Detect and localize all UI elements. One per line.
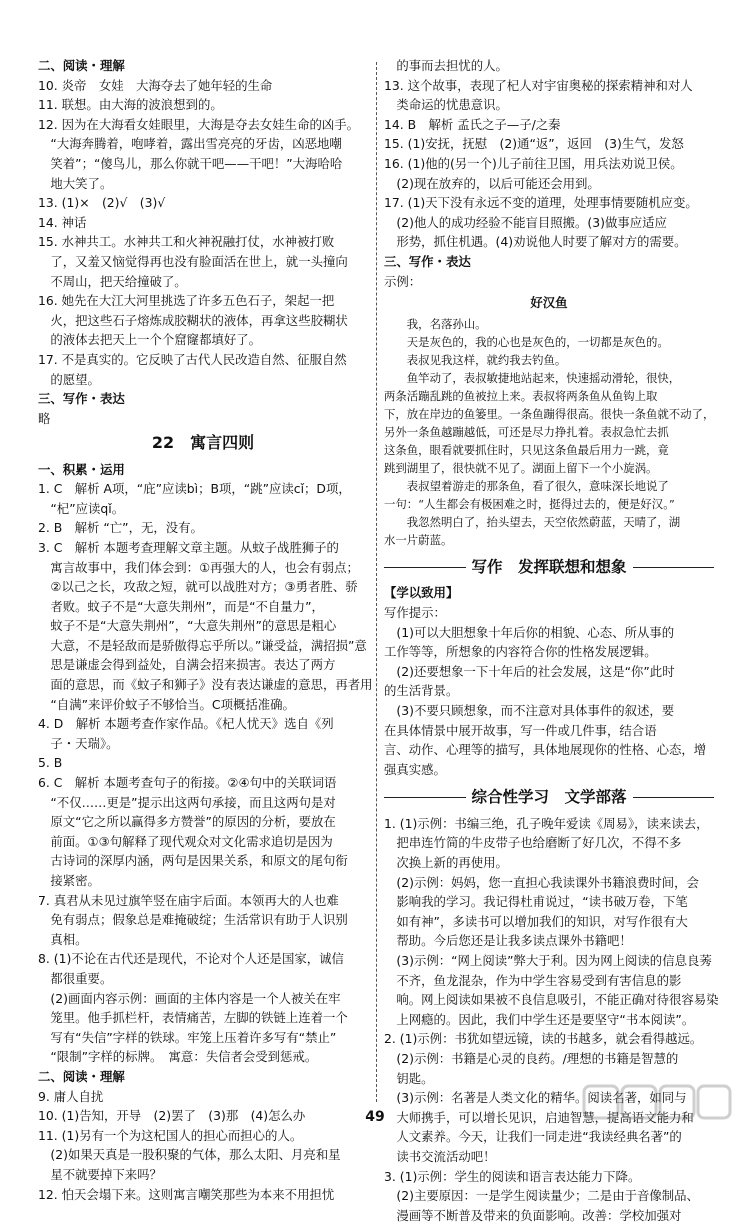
right-line: 14. B 解析 孟氏之子—子/之秦 — [384, 116, 561, 132]
left-line: 古诗词的深厚内涵，两句是因果关系，和原文的尾句衔 — [38, 853, 348, 869]
right-line: 读书交流活动吧！ — [384, 1148, 496, 1164]
right-line: 工作等等，所想象的内容符合你的性格发展逻辑。 — [384, 644, 657, 660]
right-line: (2)现在放弃的，以后可能还会用到。 — [384, 175, 600, 191]
right-line: 好汉鱼 — [530, 295, 568, 311]
left-line: 6. C 解析 本题考查句子的衔接。②④句中的关联词语 — [38, 775, 337, 791]
left-line: 15. 水神共工。水神共工和火神祝融打仗，水神被打败 — [38, 234, 335, 250]
left-line: “大海奔腾着，咆哮着，露出雪亮亮的牙齿，凶恶地嘲 — [38, 136, 342, 152]
right-line: 【学以致用】 — [384, 585, 459, 601]
right-line: 强真实感。 — [384, 761, 446, 777]
left-line: 火，把这些石子熔炼成胶糊状的液体，再拿这些胶糊状 — [38, 312, 348, 328]
left-line: 星不就要掉下来吗？ — [38, 1166, 162, 1182]
left-line: 笼里。他手抓栏杆，表情痛苦，左脚的铁链上连着一个 — [38, 1010, 348, 1026]
left-line: 思是谦虚会得到益处，自满会招来损害。表达了两方 — [38, 657, 336, 673]
left-line: (2)如果天真是一股积聚的气体，那么太阳、月亮和星 — [38, 1147, 341, 1163]
right-line: (2)示例：书籍是心灵的良药。/理想的书籍是智慧的 — [384, 1050, 679, 1066]
left-line: 二、阅读・理解 — [38, 1068, 125, 1084]
right-line: (2)他人的成功经验不能盲目照搬。(3)做事应适应 — [384, 214, 667, 230]
right-line: 帮助。今后您还是让我多读点课外书籍吧！ — [384, 933, 632, 949]
left-line: 7. 真君从未见过旗竿竖在庙宇后面。本领再大的人也难 — [38, 892, 339, 908]
right-line: (2)还要想象一下十年后的社会发展，这是“你”此时 — [384, 663, 675, 679]
left-line: 10. 炎帝 女娃 大海夺去了她年轻的生命 — [38, 77, 273, 93]
left-line: 免有弱点；假象总是难掩破绽；生活常识有助于人识别 — [38, 912, 348, 928]
right-line: 类命运的忧患意识。 — [384, 97, 508, 113]
right-line: 钥匙。 — [384, 1070, 434, 1086]
left-line: 写有“失信”字样的铁球。牢笼上压着许多写有“禁止” — [38, 1029, 337, 1045]
right-line: 17. (1)天下没有永远不变的道理，处理事情要随机应变。 — [384, 195, 698, 211]
left-line: 22 寓言四则 — [151, 433, 255, 453]
left-line: 真相。 — [38, 931, 88, 947]
left-line: 都很重要。 — [38, 970, 113, 986]
right-line: 如有神”，多读书可以增加我们的知识，对写作很有大 — [384, 913, 688, 929]
left-line: 3. C 解析 本题考查理解文章主题。从蚊子战胜狮子的 — [38, 539, 339, 555]
right-line: 的生活背景。 — [384, 683, 459, 699]
left-line: 8. (1)不论在古代还是现代，不论对个人还是国家，诚信 — [38, 951, 344, 967]
right-line: 在具体情景中展开故事，写一件或几件事，结合语 — [384, 722, 657, 738]
column-divider — [376, 62, 377, 1102]
left-line: 的液体去把天上一个个窟窿都填好了。 — [38, 332, 262, 348]
right-line: 上网瘾的。因此，我们中学生还是要坚守“书本阅读”。 — [384, 1011, 695, 1027]
left-line: 14. 神话 — [38, 214, 87, 230]
right-line: 形势，抓住机遇。(4)劝说他人时要了解对方的需要。 — [384, 234, 687, 250]
right-line: 2. (1)示例：书犹如望远镜，读的书越多，就会看得越远。 — [384, 1031, 703, 1047]
left-line: 12. 怕天会塌下来。这则寓言嘲笑那些为本来不用担忧 — [38, 1186, 335, 1202]
watermark-logo-icon — [582, 1082, 732, 1122]
left-column — [38, 56, 373, 1204]
right-line: 跳到湖里了，很快就不见了。湖面上留下一个小旋涡。 — [384, 460, 658, 475]
left-line: “自满”来评价蚊子不够恰当。C项概括准确。 — [38, 696, 295, 712]
right-line: 16. (1)他的(另一个)儿子前往卫国，用兵法劝说卫侯。 — [384, 155, 683, 171]
right-line: 我忽然明白了，抬头望去，天空依然蔚蓝，天晴了，湖 — [384, 514, 681, 529]
right-line: 水一片蔚蓝。 — [384, 532, 453, 547]
left-line: 11. (1)另有一个为这杞国人的担心而担心的人。 — [38, 1127, 303, 1143]
right-line: 1. (1)示例：书编三绝，孔子晚年爱读《周易》，读来读去， — [384, 815, 709, 831]
left-line: 笑着”；“傻鸟儿，那么你就干吧——干吧！”大海哈哈 — [38, 155, 343, 171]
left-line: 一、积累・运用 — [38, 461, 125, 477]
right-line: 示例： — [384, 273, 422, 289]
right-line: (2)主要原因：一是学生阅读量少；二是由于音像制品、 — [384, 1188, 699, 1204]
left-line: (2)画面内容示例：画面的主体内容是一个人被关在牢 — [38, 990, 341, 1006]
left-line: 大意，不是轻敌而是骄傲得忘乎所以。”谦受益，满招损”意 — [38, 637, 367, 653]
left-line: 2. B 解析 “亡”，无，没有。 — [38, 520, 203, 536]
right-line: 一句：“人生都会有极困难之时，挺得过去的，便是好汉。” — [384, 496, 675, 511]
left-line: 原文“它之所以赢得多方赞誉”的原因的分析，要放在 — [38, 814, 336, 830]
right-line: 人文素养。今天，让我们一同走进“我读经典名著”的 — [384, 1129, 682, 1145]
left-line: 面的意思，而《蚊子和狮子》没有表达谦虚的意思，再者用 — [38, 677, 373, 693]
left-line: 10. (1)告知，开导 (2)罢了 (3)那 (4)怎么办 — [38, 1108, 306, 1124]
right-line: 大师携手，可以增长见识，启迪智慧，提高语文能力和 — [384, 1109, 694, 1125]
right-line: 响。网上阅读如果被不良信息吸引，不能正确对待很容易染 — [384, 992, 719, 1008]
right-line: 言、动作、心理等的描写，具体地展现你的性格、心态，增 — [384, 742, 707, 758]
right-line: 综合性学习 文学部落 — [384, 785, 714, 809]
left-line: “不仅……更是”提示出这两句承接，而且这两句是对 — [38, 794, 336, 810]
left-line: 9. 庸人自扰 — [38, 1088, 104, 1104]
left-line: 16. 她先在大江大河里挑选了许多五色石子，架起一把 — [38, 293, 335, 309]
right-line: 我，名落孙山。 — [384, 316, 487, 331]
right-line: 影响我的学习。我记得杜甫说过，“读书破万卷，下笔 — [384, 894, 688, 910]
right-column — [384, 56, 719, 1225]
left-line: 13. (1)× (2)√ (3)√ — [38, 195, 166, 211]
right-line: (1)可以大胆想象十年后你的相貌、心态、所从事的 — [384, 624, 675, 640]
left-line: 1. C 解析 A项，“庇”应读bì；B项，“跳”应读cǐ；D项， — [38, 481, 351, 497]
left-line: 不周山，把天给撞破了。 — [38, 273, 187, 289]
left-line: 的愿望。 — [38, 371, 100, 387]
right-line: 15. (1)安抚，抚慰 (2)通“返”，返回 (3)生气，发怒 — [384, 136, 684, 152]
right-line: 下，放在岸边的鱼篓里。一条鱼蹦得很高。很快一条鱼就不动了， — [384, 406, 715, 421]
right-line: 鱼竿动了，表叔敏捷地站起来，快速摇动滑轮，很快， — [384, 370, 681, 385]
right-line: 写作提示： — [384, 605, 446, 620]
right-line: 表叔见我这样，就约我去钓鱼。 — [384, 352, 567, 367]
right-line: 的事而去担忧的人。 — [384, 58, 508, 73]
left-line: 略 — [38, 410, 51, 426]
left-line: 二、阅读・理解 — [38, 58, 125, 73]
left-line: 4. D 解析 本题考查作家作品。《杞人忧天》选自《列 — [38, 716, 334, 732]
left-line: 了，又羞又恼觉得再也没有脸面活在世上，就一头撞向 — [38, 253, 348, 269]
left-line: “限制”字样的标牌。 寓意：失信者会受到惩戒。 — [38, 1049, 318, 1065]
right-line: 两条活蹦乱跳的鱼被拉上来。表叔将两条鱼从鱼钩上取 — [384, 388, 658, 403]
left-line: 三、写作・表达 — [38, 391, 125, 407]
right-line: 13. 这个故事，表现了杞人对宇宙奥秘的探索精神和对人 — [384, 77, 693, 93]
left-line: 者败。蚊子不是“大意失荆州”，而是“不自量力”， — [38, 598, 324, 614]
right-line: (3)不要只顾想象，而不注意对具体事件的叙述，要 — [384, 702, 675, 718]
right-line: 三、写作・表达 — [384, 253, 471, 269]
left-line: ②以己之长，攻敌之短，就可以战胜对方；③勇者胜、骄 — [38, 579, 358, 595]
left-line: 接紧密。 — [38, 873, 100, 889]
right-line: 把串连竹简的牛皮带子也给磨断了好几次，不得不多 — [384, 835, 682, 851]
right-line: 这条鱼，眼看就要抓住时，只见这条鱼最后用力一跳，竟 — [384, 442, 669, 457]
right-line: 不齐，鱼龙混杂，作为中学生容易受到有害信息的影 — [384, 972, 682, 988]
right-line: 写作 发挥联想和想象 — [384, 555, 714, 579]
left-line: 12. 因为在大海看女娃眼里，大海是夺去女娃生命的凶手。 — [38, 116, 360, 132]
left-line: 5. B — [38, 755, 63, 771]
left-line: 11. 联想。由大海的波浪想到的。 — [38, 97, 223, 113]
page-number: 49 — [365, 1109, 385, 1125]
left-line: 子・天瑞》。 — [38, 735, 119, 751]
left-line: 地大笑了。 — [38, 175, 113, 191]
left-line: 前面。①③句解释了现代观众对文化需求追切是因为 — [38, 833, 333, 849]
right-line: (3)示例：名著是人类文化的精华。阅读名著，如同与 — [384, 1090, 687, 1106]
right-line: 另外一条鱼越蹦越低，可还是尽力挣扎着。表叔急忙去抓 — [384, 424, 669, 439]
right-line: (2)示例：妈妈，您一直担心我读课外书籍浪费时间，会 — [384, 874, 699, 890]
right-line: (3)示例：“网上阅读”弊大于利。因为网上阅读的信息良莠 — [384, 952, 712, 968]
left-line: 寓言故事中，我们体会到：①再强大的人，也会有弱点； — [38, 559, 359, 575]
right-line: 天是灰色的，我的心也是灰色的，一切都是灰色的。 — [384, 334, 669, 349]
right-line: 漫画等不断普及带来的负面影响。改善：学校加强对 — [384, 1207, 682, 1223]
left-line: “杞”应读qǐ。 — [38, 500, 125, 516]
right-line: 表叔望着游走的那条鱼，看了很久，意味深长地说了 — [384, 478, 669, 493]
left-line: 17. 不是真实的。它反映了古代人民改造自然、征服自然 — [38, 351, 347, 367]
left-line: 蚊子不是“大意失荆州”，“大意失荆州”的意思是粗心 — [38, 618, 337, 634]
right-line: 3. (1)示例：学生的阅读和语言表达能力下降。 — [384, 1168, 641, 1184]
right-line: 次换上新的再使用。 — [384, 855, 508, 871]
